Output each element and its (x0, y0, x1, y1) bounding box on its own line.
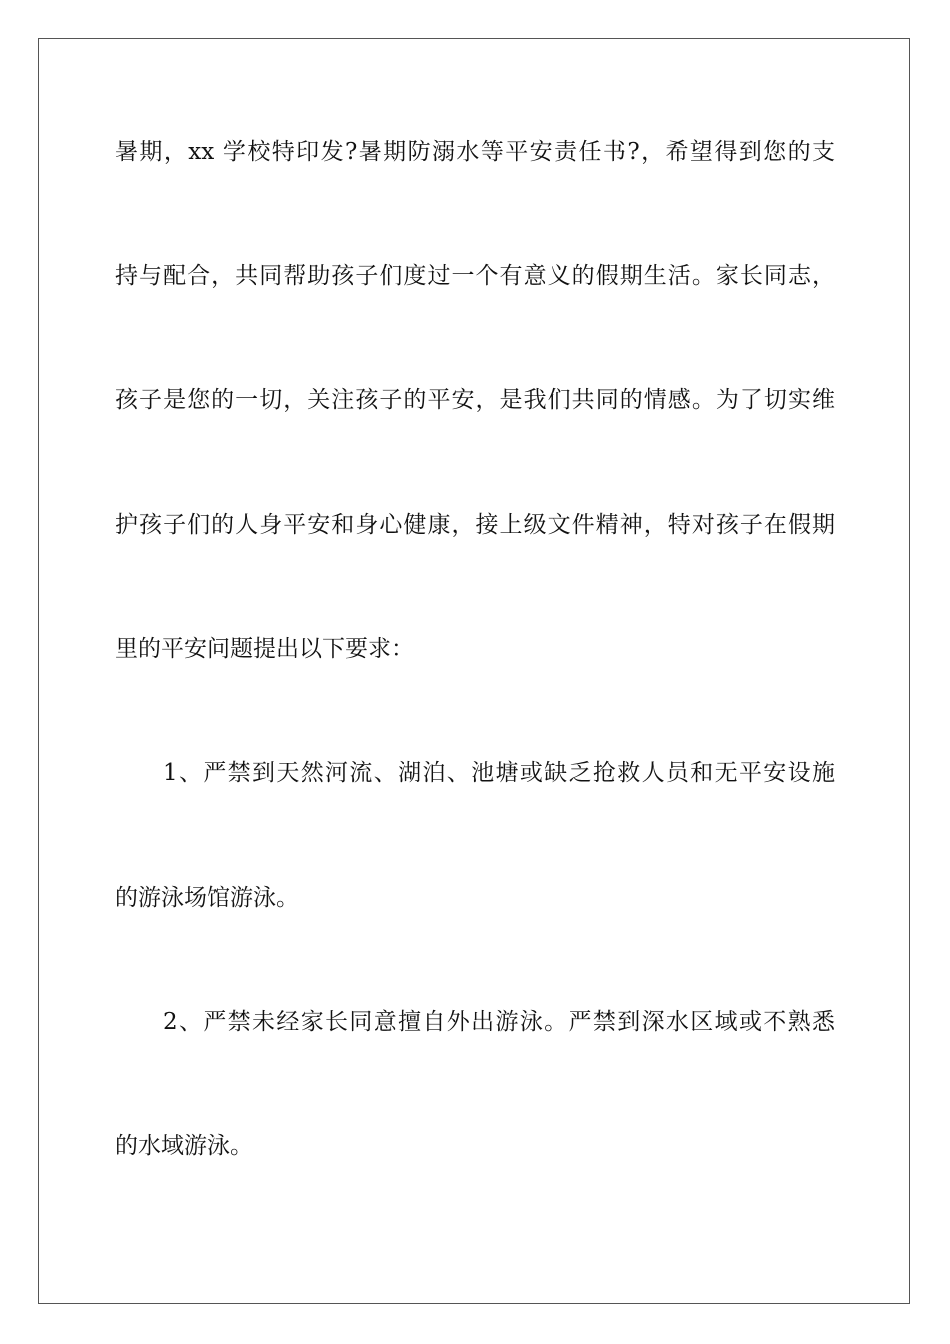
list-item-1-line: 1、严禁到天然河流、湖泊、池塘或缺乏抢救人员和无平安设施 (163, 760, 835, 786)
paragraph-line: 里的平安问题提出以下要求： (115, 636, 414, 662)
list-item-1-line: 的游泳场馆游泳。 (115, 885, 299, 911)
list-item-2-line: 的水域游泳。 (115, 1133, 253, 1159)
page-border (38, 38, 910, 1304)
paragraph-line: 孩子是您的一切，关注孩子的平安，是我们共同的情感。为了切实维 (115, 387, 835, 413)
paragraph-line: 持与配合，共同帮助孩子们度过一个有意义的假期生活。家长同志， (115, 263, 835, 289)
paragraph-line: 暑期，xx 学校特印发?暑期防溺水等平安责任书?，希望得到您的支 (115, 139, 835, 165)
paragraph-line: 护孩子们的人身平安和身心健康，接上级文件精神，特对孩子在假期 (115, 512, 835, 538)
list-item-2-line: 2、严禁未经家长同意擅自外出游泳。严禁到深水区域或不熟悉 (163, 1009, 835, 1035)
